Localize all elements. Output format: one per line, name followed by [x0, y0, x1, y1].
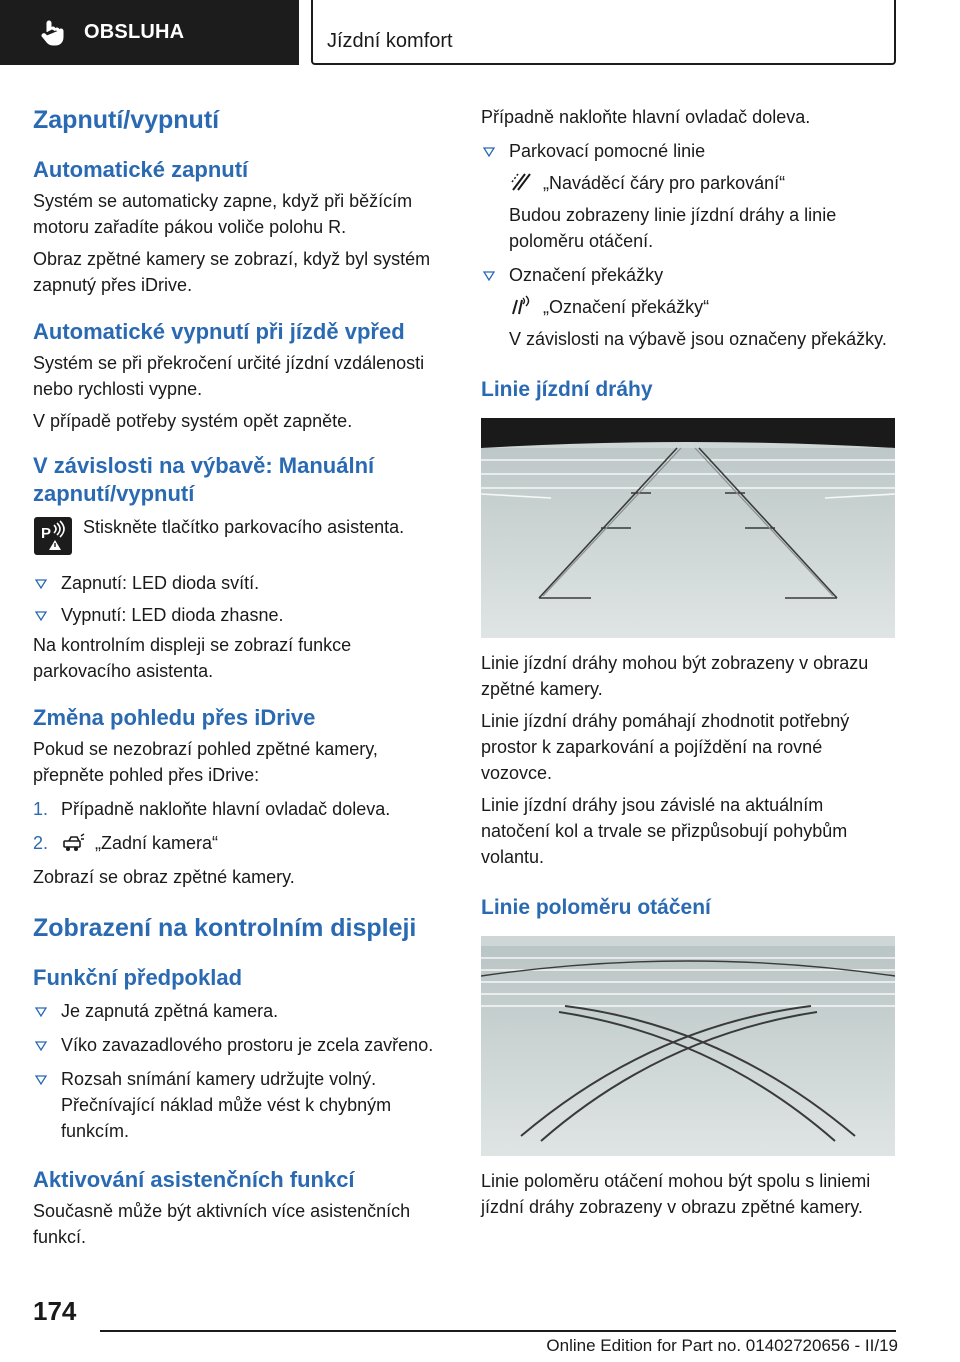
heading-change-view: Změna pohledu přes iDrive: [33, 705, 316, 730]
text-press-button: Stiskněte tlačítko parkovacího asistenta.: [83, 517, 405, 537]
bullet-triangle-icon: [483, 271, 495, 281]
hand-icon: [38, 19, 66, 47]
text-lane-1: Linie jízdní dráhy mohou být zobrazeny v obrazu zpětné kamery.: [481, 653, 869, 699]
left-column: [33, 100, 448, 1250]
bullet-triangle-icon: [35, 579, 47, 589]
text-lane-2: Linie jízdní dráhy pomáhají zhodnotit potřebný prostor k zaparkování a pojíždění na rovné vozovce.: [481, 711, 850, 783]
text-display-function: Na kontrolním displeji se zobrazí funkce parkovacího asistenta.: [33, 635, 352, 681]
text-tilt-controller: Případně nakloňte hlavní ovladač doleva.: [481, 107, 811, 127]
menu-obstacle: „Označení překážky“: [481, 294, 896, 320]
heading-manual: V závislosti na výbavě: Manuální zapnutí/vypnutí: [33, 453, 375, 506]
parking-lines-icon: [509, 170, 531, 192]
press-button-line: [33, 514, 448, 562]
rear-camera-icon: [61, 832, 85, 852]
text-lane-3: Linie jízdní dráhy jsou závislé na aktuálním natočení kol a trvale se přizpůsobují pohybům volantu.: [481, 795, 848, 867]
heading-turning-radius: Linie poloměru otáčení: [481, 896, 711, 919]
step-2: 2. „Zadní kamera“: [33, 833, 219, 853]
bullet-triangle-icon: [35, 1075, 47, 1085]
heading-activate: Aktivování asistenčních funkcí: [33, 1167, 355, 1192]
section-tab: [0, 0, 299, 65]
obstacle-marking-icon: [509, 294, 531, 316]
text-auto-on-2: Obraz zpětné kamery se zobrazí, když byl systém zapnutý přes iDrive.: [33, 249, 431, 295]
bullet-parking-lines: Parkovací pomocné linie: [481, 138, 896, 164]
heading-requirement: Funkční předpoklad: [33, 965, 243, 990]
lane-lines-image: [481, 418, 895, 638]
svg-text:P: P: [41, 525, 52, 542]
bullet-req-1: Je zapnutá zpětná kamera.: [33, 998, 448, 1024]
bullet-req-3: Rozsah snímání kamery udržujte volný. Přečnívající náklad může vést k chybným funkcím.: [33, 1066, 448, 1144]
page-number: 174: [33, 1296, 77, 1326]
park-assist-button-icon: [33, 516, 73, 556]
heading-control-display: Zobrazení na kontrolním displeji: [33, 914, 417, 942]
bullet-led-off: Vypnutí: LED dioda zhasne.: [33, 602, 448, 628]
text-parking-lines: Budou zobrazeny linie jízdní dráhy a linie poloměru otáčení.: [509, 205, 837, 251]
bullet-triangle-icon: [483, 147, 495, 157]
section-title: OBSLUHA: [84, 21, 185, 43]
text-auto-on-1: Systém se automaticky zapne, když při běžícím motoru zařadíte pákou voliče polohu R.: [33, 191, 413, 237]
text-turning-radius: Linie poloměru otáčení mohou být spolu s liniemi jízdní dráhy zobrazeny v obrazu zpětné kamery.: [481, 1171, 871, 1217]
chapter-title: Jízdní komfort: [327, 30, 453, 52]
text-obstacle: V závislosti na výbavě jsou označeny překážky.: [509, 329, 887, 349]
text-change-view: Pokud se nezobrazí pohled zpětné kamery, přepněte pohled přes iDrive:: [33, 739, 378, 785]
bullet-triangle-icon: [35, 1007, 47, 1017]
right-column: [481, 100, 896, 1220]
heading-auto-off: Automatické vypnutí při jízdě vpřed: [33, 319, 405, 344]
footer-rule: [100, 1330, 896, 1332]
heading-lane-lines: Linie jízdní dráhy: [481, 378, 653, 401]
text-show-image: Zobrazí se obraz zpětné kamery.: [33, 867, 295, 887]
heading-on-off: Zapnutí/vypnutí: [33, 106, 220, 134]
edition-note: Online Edition for Part no. 01402720656 - II/19: [546, 1336, 898, 1355]
chapter-header: [311, 0, 896, 65]
bullet-triangle-icon: [35, 611, 47, 621]
bullet-triangle-icon: [35, 1041, 47, 1051]
text-auto-off-1: Systém se při překročení určité jízdní vzdálenosti nebo rychlosti vypne.: [33, 353, 425, 399]
bullet-obstacle: Označení překážky: [481, 262, 896, 288]
bullet-led-on: Zapnutí: LED dioda svítí.: [33, 570, 448, 596]
text-activate: Současně může být aktivních více asistenčních funkcí.: [33, 1201, 411, 1247]
turning-radius-image: [481, 936, 895, 1156]
step-1: 1. Případně nakloňte hlavní ovladač doleva.: [33, 799, 391, 819]
bullet-req-2: Víko zavazadlového prostoru je zcela zavřeno.: [33, 1032, 448, 1058]
heading-auto-on: Automatické zapnutí: [33, 157, 249, 182]
text-auto-off-2: V případě potřeby systém opět zapněte.: [33, 411, 353, 431]
menu-parking-lines: „Naváděcí čáry pro parkování“: [481, 170, 896, 196]
